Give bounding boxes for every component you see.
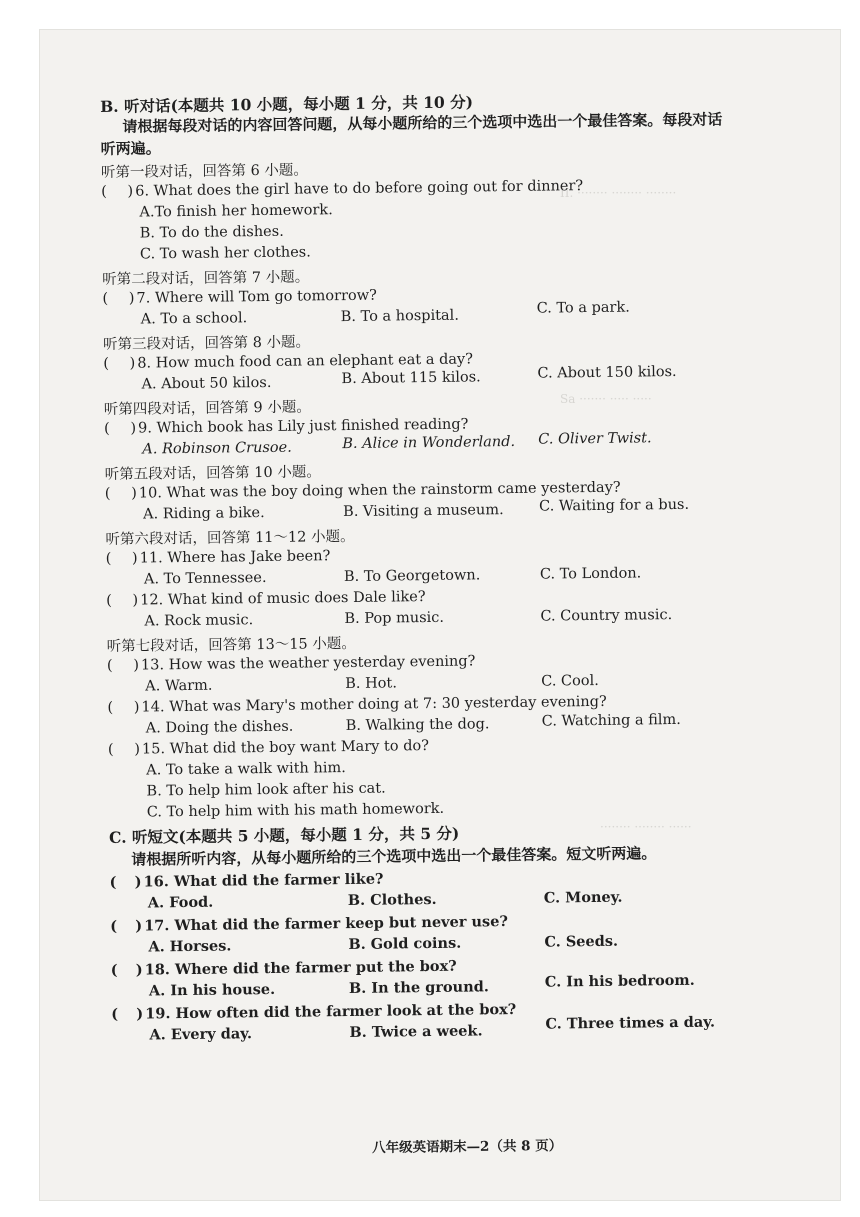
bleed-through-text: Sa ······· ····· ····· — [560, 392, 652, 406]
answer-blank[interactable] — [106, 551, 140, 567]
option-b: B. To do the dishes. — [139, 223, 284, 242]
option-b: B. Pop music. — [344, 609, 445, 628]
bleed-through-text: ········ ········ ······ — [600, 820, 692, 834]
option-c: C. To a park. — [536, 299, 630, 317]
dialogue-label: 听第四段对话，回答第 9 小题。 — [103, 399, 311, 418]
question-stem: 8. How much food can an elephant eat a day? — [137, 351, 474, 372]
question-stem: 15. What did the boy want Mary to do? — [141, 738, 430, 758]
option-a: A. About 50 kilos. — [141, 374, 272, 393]
answer-blank[interactable] — [103, 356, 137, 372]
question-stem: 17. What did the farmer keep but never use? — [144, 913, 508, 935]
option-c: C. Oliver Twist. — [538, 430, 652, 448]
question-stem: 9. Which book has Lily just finished reading? — [137, 416, 469, 437]
question-stem: 10. What was the boy doing when the rainstorm came yesterday? — [138, 479, 621, 502]
option-a: A. Robinson Crusoe. — [142, 439, 292, 458]
question-stem: 14. What was Mary's mother doing at 7: 30 yesterday evening? — [141, 693, 607, 716]
section-b-instruction: 请根据每段对话的内容回答问题，从每小题所给的三个选项中选出一个最佳答案。每段对话 — [122, 110, 723, 136]
option-c: C. Money. — [543, 888, 623, 907]
dialogue-label: 听第七段对话，回答第 13～15 小题。 — [106, 635, 356, 655]
dialogue-label: 听第一段对话，回答第 6 小题。 — [100, 162, 308, 181]
option-b: B. To help him look after his cat. — [146, 780, 386, 800]
section-c-instruction: 请根据所听内容，从每小题所给的三个选项中选出一个最佳答案。短文听两遍。 — [131, 844, 657, 869]
option-c: C. To wash her clothes. — [139, 244, 311, 263]
option-c: C. To help him with his math homework. — [146, 800, 445, 821]
option-b: B. Gold coins. — [348, 934, 462, 954]
option-c: C. To London. — [539, 565, 642, 583]
option-a: A. Every day. — [149, 1025, 253, 1044]
option-c: C. Three times a day. — [545, 1013, 716, 1033]
option-b: B. In the ground. — [348, 978, 489, 998]
answer-blank[interactable] — [111, 962, 145, 979]
answer-blank[interactable] — [105, 486, 139, 502]
question-stem: 19. How often did the farmer look at the box? — [145, 1000, 517, 1023]
option-c: C. Waiting for a bus. — [538, 496, 690, 515]
option-c: C. Seeds. — [544, 932, 619, 951]
exam-content — [100, 86, 832, 1048]
answer-blank[interactable] — [107, 700, 141, 716]
option-b: B. To Georgetown. — [343, 567, 481, 586]
option-a: A. Warm. — [145, 677, 213, 695]
question-stem: 6. What does the girl have to do before going out for dinner? — [135, 178, 584, 200]
option-a: A.To finish her homework. — [139, 202, 333, 221]
option-a: A. Horses. — [148, 937, 232, 956]
question-stem: 16. What did the farmer like? — [143, 870, 384, 891]
option-b: B. Walking the dog. — [345, 716, 490, 735]
option-a: A. To a school. — [140, 310, 248, 328]
question-stem: 13. How was the weather yesterday evening? — [140, 653, 476, 674]
option-b: B. Hot. — [345, 675, 397, 693]
answer-blank[interactable] — [107, 658, 141, 674]
option-a: A. In his house. — [148, 980, 276, 1000]
question-stem: 18. Where did the farmer put the box? — [144, 957, 457, 979]
answer-blank[interactable] — [111, 1006, 145, 1023]
option-c: C. About 150 kilos. — [537, 363, 677, 382]
option-b: B. Visiting a museum. — [343, 502, 504, 521]
dialogue-label: 听第二段对话，回答第 7 小题。 — [102, 269, 310, 288]
option-b: B. Alice in Wonderland. — [342, 433, 516, 453]
page-footer: 八年级英语期末—2（共 8 页） — [371, 1138, 563, 1156]
dialogue-label: 听第五段对话，回答第 10 小题。 — [104, 464, 321, 483]
answer-blank[interactable] — [108, 742, 142, 758]
answer-blank[interactable] — [110, 874, 144, 891]
option-c: C. Watching a film. — [541, 711, 681, 730]
answer-blank[interactable] — [101, 184, 135, 200]
section-b-title: B. 听对话(本题共 10 小题，每小题 1 分，共 10 分) — [100, 92, 474, 116]
option-a: A. Doing the dishes. — [145, 718, 294, 737]
dialogue-label: 听第三段对话，回答第 8 小题。 — [102, 334, 311, 353]
section-b-instruction-cont: 听两遍。 — [100, 139, 161, 158]
option-a: A. Riding a bike. — [143, 505, 265, 523]
answer-blank[interactable] — [110, 918, 144, 935]
answer-blank[interactable] — [104, 421, 138, 437]
option-c: C. In his bedroom. — [544, 971, 695, 991]
answer-blank[interactable] — [102, 291, 136, 307]
option-b: B. Clothes. — [347, 890, 437, 910]
option-a: A. To Tennessee. — [143, 570, 267, 588]
dialogue-label: 听第六段对话，回答第 11～12 小题。 — [105, 528, 355, 548]
option-b: B. To a hospital. — [340, 307, 459, 326]
question-stem: 11. Where has Jake been? — [139, 548, 331, 567]
option-a: A. Food. — [147, 893, 214, 912]
question-stem: 12. What kind of music does Dale like? — [140, 589, 426, 609]
option-c: C. Country music. — [540, 607, 673, 625]
option-b: B. About 115 kilos. — [341, 369, 481, 388]
option-c: C. Cool. — [541, 672, 599, 690]
bleed-through-text: II. ········ ········ ········ — [560, 186, 677, 200]
question-stem: 7. Where will Tom go tomorrow? — [136, 287, 377, 307]
answer-blank[interactable] — [106, 593, 140, 609]
option-b: B. Twice a week. — [349, 1022, 483, 1042]
section-c-title: C. 听短文(本题共 5 小题，每小题 1 分，共 5 分) — [108, 823, 460, 847]
option-a: A. To take a walk with him. — [146, 760, 346, 779]
option-a: A. Rock music. — [144, 612, 254, 630]
